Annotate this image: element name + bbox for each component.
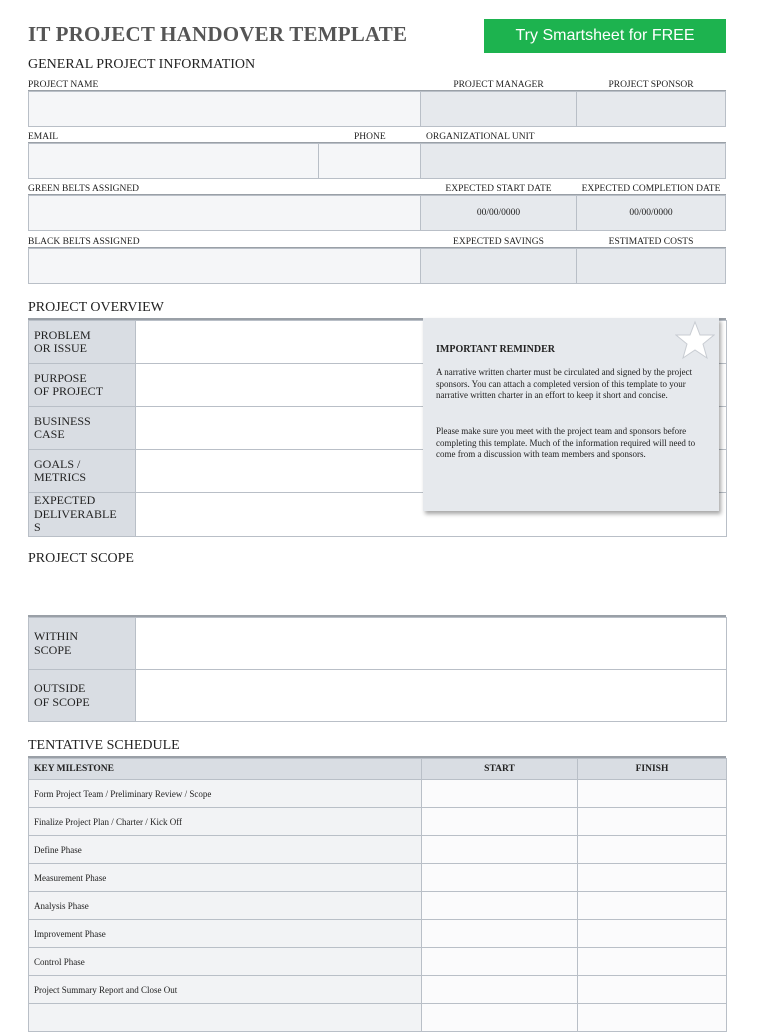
scope-input-within[interactable] [136, 618, 727, 670]
milestone-finish-cell[interactable] [578, 948, 727, 976]
scope-input-outside[interactable] [136, 670, 727, 722]
schedule-row [29, 808, 727, 836]
phone-field[interactable] [318, 143, 421, 179]
green-belts-label: GREEN BELTS ASSIGNED [28, 184, 140, 194]
milestone-finish-cell[interactable] [578, 864, 727, 892]
scope-label-outside: OUTSIDE OF SCOPE [29, 670, 136, 722]
estimated-costs-label: ESTIMATED COSTS [608, 237, 694, 247]
project-scope-table [28, 617, 727, 722]
milestone-name[interactable]: Project Summary Report and Close Out [29, 976, 422, 1004]
star-icon [675, 320, 715, 360]
scope-label-within: WITHIN SCOPE [29, 618, 136, 670]
milestone-start-cell[interactable] [422, 836, 578, 864]
milestone-finish-cell[interactable] [578, 808, 727, 836]
project-manager-field[interactable] [420, 91, 577, 127]
try-smartsheet-button[interactable]: Try Smartsheet for FREE [484, 19, 726, 53]
milestone-start-cell[interactable] [422, 808, 578, 836]
milestone-name[interactable]: Analysis Phase [29, 892, 422, 920]
overview-label-problem: PROBLEM OR ISSUE [29, 321, 136, 364]
milestone-finish-cell[interactable] [578, 976, 727, 1004]
milestone-name[interactable] [29, 1004, 422, 1032]
schedule-row [29, 948, 727, 976]
phone-label: PHONE [354, 132, 386, 142]
scope-row-within [29, 618, 727, 670]
milestone-start-cell[interactable] [422, 920, 578, 948]
overview-label-deliverables: EXPECTED DELIVERABLE S [29, 493, 136, 537]
reminder-title: IMPORTANT REMINDER [436, 344, 556, 355]
green-belts-field[interactable] [28, 195, 421, 231]
black-belts-field[interactable] [28, 248, 421, 284]
milestone-finish-cell[interactable] [578, 920, 727, 948]
schedule-row [29, 836, 727, 864]
col-start: START [422, 759, 578, 780]
milestone-start-cell[interactable] [422, 780, 578, 808]
milestone-start-cell[interactable] [422, 976, 578, 1004]
milestone-finish-cell[interactable] [578, 780, 727, 808]
black-belts-label: BLACK BELTS ASSIGNED [28, 237, 140, 247]
schedule-table [28, 758, 727, 1032]
project-name-field[interactable] [28, 91, 421, 127]
scope-row-outside [29, 670, 727, 722]
schedule-row [29, 780, 727, 808]
project-name-label: PROJECT NAME [28, 80, 99, 90]
email-label: EMAIL [28, 132, 59, 142]
milestone-name[interactable]: Measurement Phase [29, 864, 422, 892]
reminder-paragraph-1: A narrative written charter must be circulated and signed by the project sponsors. You can attach a completed version of this template to your narrative written charter in an effort to keep it short and concise. [436, 367, 693, 400]
project-sponsor-label: PROJECT SPONSOR [608, 80, 694, 90]
expected-savings-field[interactable] [420, 248, 577, 284]
project-overview-heading: PROJECT OVERVIEW [28, 300, 164, 315]
project-sponsor-field[interactable] [576, 91, 726, 127]
overview-label-purpose: PURPOSE OF PROJECT [29, 364, 136, 407]
overview-label-business-case: BUSINESS CASE [29, 407, 136, 450]
email-field[interactable] [28, 143, 319, 179]
milestone-finish-cell[interactable] [578, 1004, 727, 1032]
schedule-row [29, 892, 727, 920]
general-info-heading: GENERAL PROJECT INFORMATION [28, 57, 256, 72]
tentative-schedule-heading: TENTATIVE SCHEDULE [28, 738, 180, 753]
expected-start-label: EXPECTED START DATE [445, 184, 552, 194]
milestone-start-cell[interactable] [422, 864, 578, 892]
expected-savings-label: EXPECTED SAVINGS [453, 237, 544, 247]
col-key-milestone: KEY MILESTONE [29, 759, 422, 780]
page-title: IT PROJECT HANDOVER TEMPLATE [28, 22, 408, 46]
schedule-header-row [29, 759, 727, 780]
milestone-name[interactable]: Form Project Team / Preliminary Review / Scope [29, 780, 422, 808]
schedule-row [29, 976, 727, 1004]
milestone-name[interactable]: Control Phase [29, 948, 422, 976]
milestone-start-cell[interactable] [422, 948, 578, 976]
schedule-row [29, 920, 727, 948]
project-manager-label: PROJECT MANAGER [453, 80, 544, 90]
milestone-start-cell[interactable] [422, 1004, 578, 1032]
expected-completion-field[interactable]: 00/00/0000 [576, 195, 726, 231]
estimated-costs-field[interactable] [576, 248, 726, 284]
col-finish: FINISH [578, 759, 727, 780]
expected-start-field[interactable]: 00/00/0000 [420, 195, 577, 231]
expected-completion-label: EXPECTED COMPLETION DATE [581, 184, 721, 194]
milestone-name[interactable]: Finalize Project Plan / Charter / Kick Off [29, 808, 422, 836]
schedule-row [29, 1004, 727, 1032]
milestone-finish-cell[interactable] [578, 892, 727, 920]
milestone-name[interactable]: Improvement Phase [29, 920, 422, 948]
org-unit-label: ORGANIZATIONAL UNIT [426, 132, 535, 142]
schedule-row [29, 864, 727, 892]
milestone-name[interactable]: Define Phase [29, 836, 422, 864]
milestone-start-cell[interactable] [422, 892, 578, 920]
milestone-finish-cell[interactable] [578, 836, 727, 864]
important-reminder-card [423, 318, 719, 511]
org-unit-field[interactable] [420, 143, 726, 179]
overview-label-goals: GOALS / METRICS [29, 450, 136, 493]
project-scope-heading: PROJECT SCOPE [28, 551, 134, 566]
reminder-paragraph-2: Please make sure you meet with the project team and sponsors before completing this template. Much of the information required will need to come from a discussion with team members and sponsors. [436, 426, 696, 459]
